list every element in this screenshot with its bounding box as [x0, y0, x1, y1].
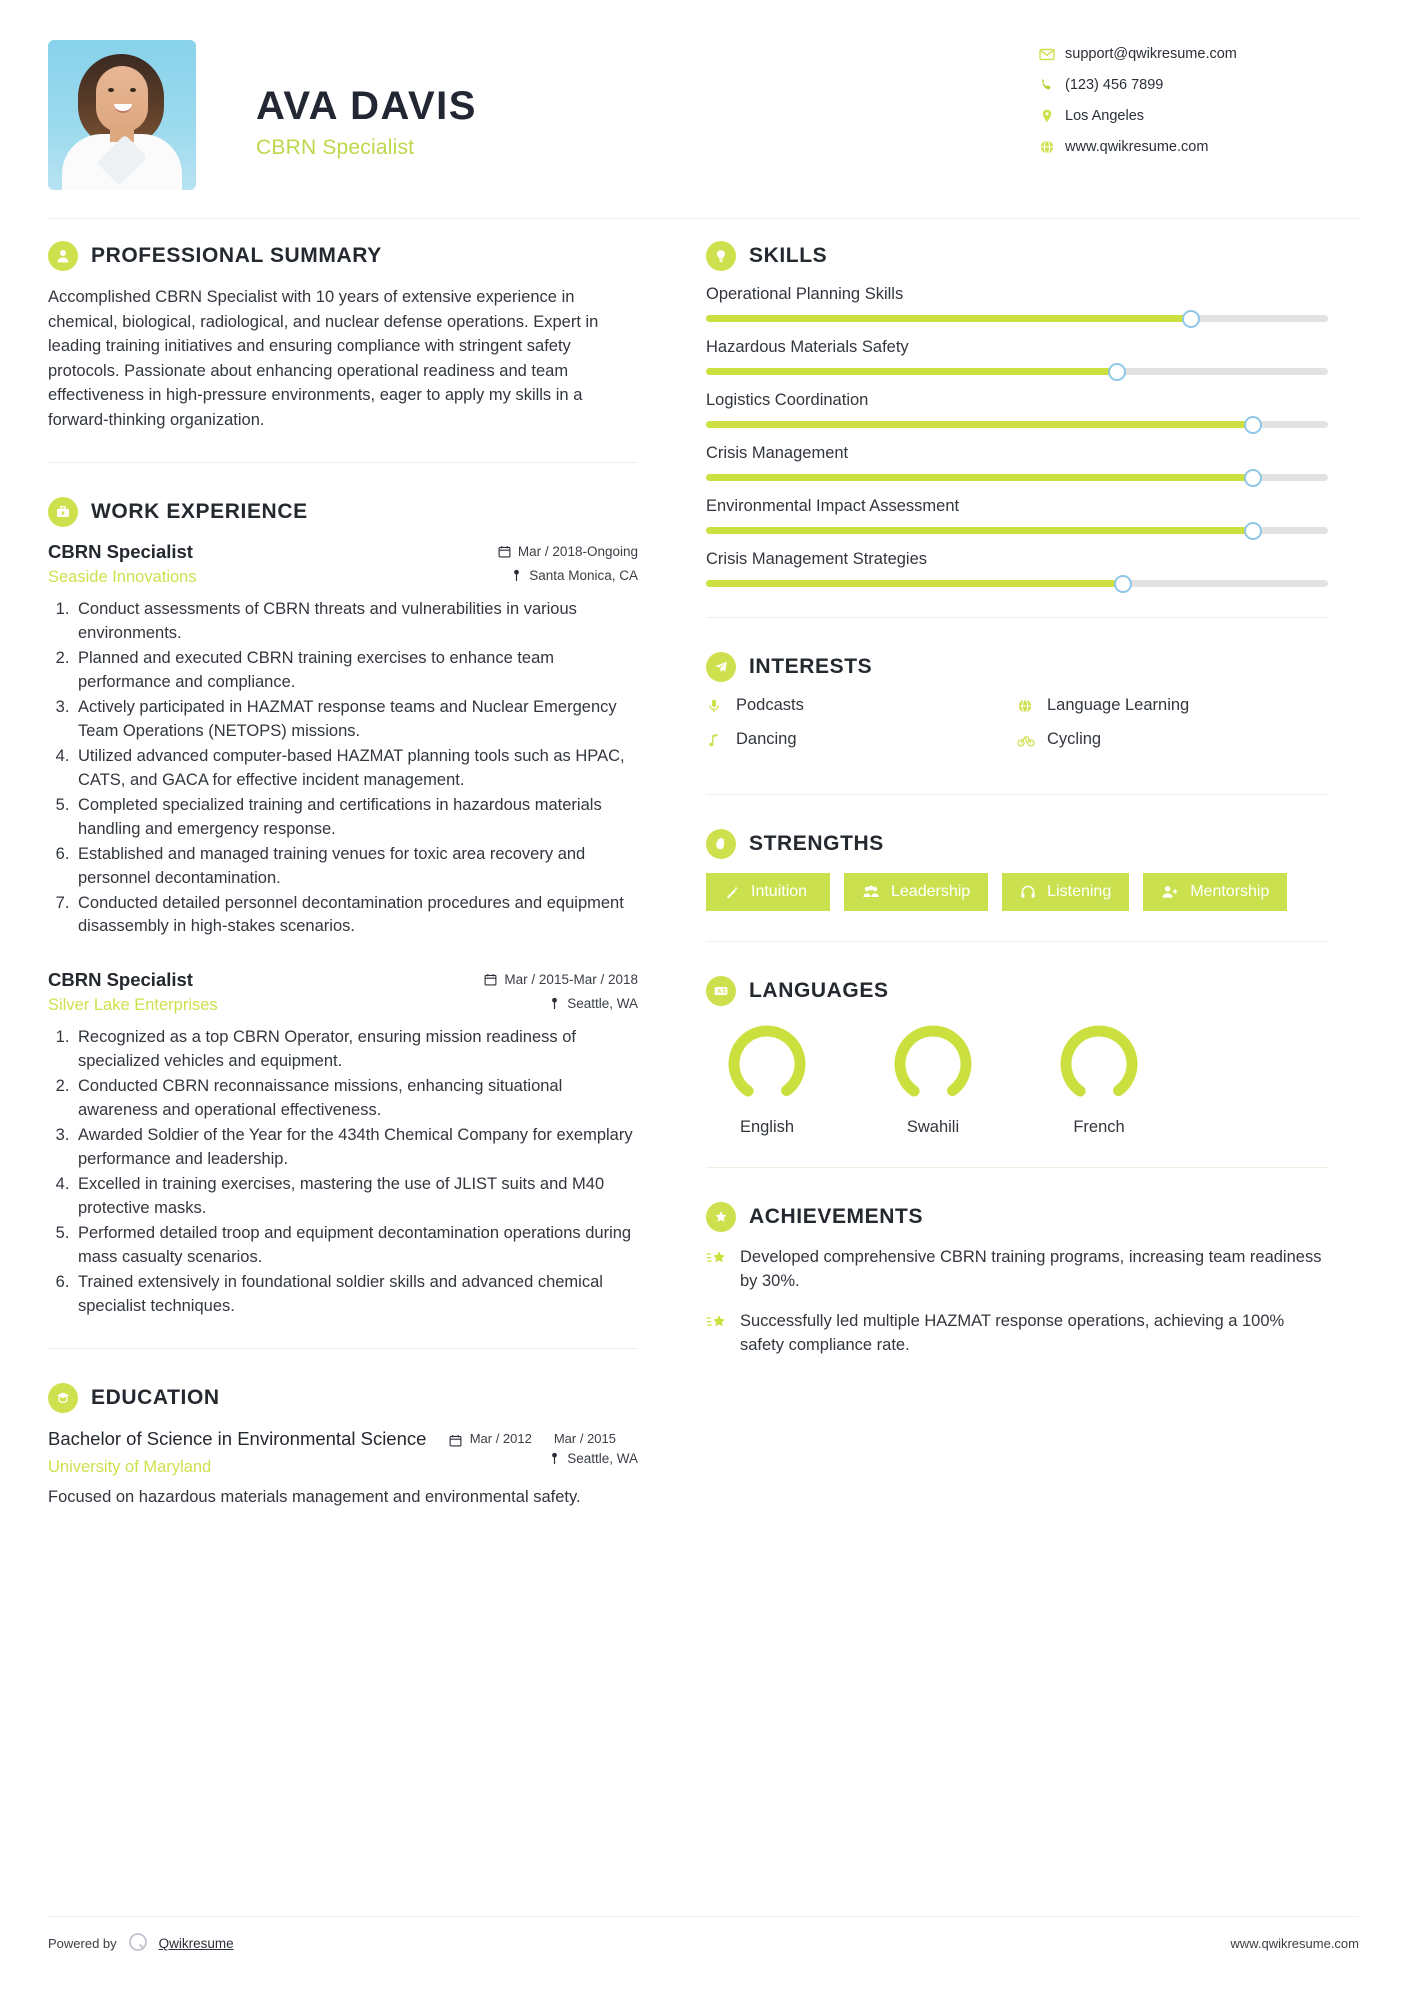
- map-pin-icon: [549, 997, 560, 1010]
- experience-divider: [48, 1348, 638, 1349]
- microphone-icon: [706, 698, 736, 714]
- achievements-title: ACHIEVEMENTS: [749, 1205, 924, 1228]
- interests-divider: [706, 794, 1328, 795]
- page-footer: [48, 1916, 1359, 1956]
- resume-header: [48, 40, 1359, 190]
- job-bullet: 1. Conduct assessments of CBRN threats and vulnerabilities in various environments.: [74, 598, 638, 646]
- interest-item: [1017, 696, 1328, 715]
- svg-text:A: A: [717, 989, 722, 996]
- magic-wand-icon: [724, 884, 740, 900]
- skill-bar-knob[interactable]: [1244, 469, 1262, 487]
- calendar-icon: [498, 545, 511, 558]
- job-bullet: 5. Performed detailed troop and equipment decontamination operations during mass casualty scenarios.: [74, 1222, 638, 1270]
- skill-bar[interactable]: [706, 368, 1328, 375]
- language-name: French: [1073, 1118, 1125, 1136]
- job-title: CBRN Specialist: [48, 969, 193, 991]
- strength-label: Leadership: [891, 883, 971, 900]
- qwikresume-logo-icon: [127, 1931, 149, 1956]
- interests-title: INTERESTS: [749, 655, 873, 678]
- job-bullet: 3. Awarded Soldier of the Year for the 434th Chemical Company for exemplary performance and leadership.: [74, 1124, 638, 1172]
- header-divider: [48, 218, 1359, 219]
- skill-bar-fill: [706, 421, 1253, 428]
- contact-location-value: Los Angeles: [1065, 108, 1145, 124]
- languages-header: [706, 976, 1328, 1006]
- skill-bar[interactable]: [706, 315, 1328, 322]
- interest-item: [706, 696, 1017, 715]
- language-name: English: [739, 1118, 795, 1136]
- skill-label: Logistics Coordination: [706, 391, 869, 409]
- skill-bar-knob[interactable]: [1108, 363, 1126, 381]
- job-dates: [484, 972, 638, 987]
- skill-label: Crisis Management Strategies: [706, 550, 928, 568]
- photo-eye-left: [108, 88, 114, 92]
- strengths-title: STRENGTHS: [749, 832, 884, 855]
- section-skills: [706, 241, 1328, 587]
- globe-icon: [1039, 139, 1065, 155]
- map-pin-icon: [511, 569, 522, 582]
- education-degree: Bachelor of Science in Environmental Science: [48, 1428, 427, 1450]
- education-dates: [449, 1427, 638, 1450]
- language-item: [712, 1020, 822, 1137]
- education-title-row: [48, 1427, 638, 1451]
- skill-bar-fill: [706, 527, 1253, 534]
- headphones-icon: [1020, 884, 1036, 900]
- summary-divider: [48, 462, 638, 463]
- job-bullet: 2. Conducted CBRN reconnaissance missions, enhancing situational awareness and operational effectiveness.: [74, 1075, 638, 1123]
- resume-body: [48, 241, 1359, 1510]
- job-location-value: Seattle, WA: [567, 996, 638, 1012]
- strength-label: Mentorship: [1190, 883, 1270, 900]
- footer-content: [48, 1931, 1359, 1956]
- strengths-header: [706, 829, 1328, 859]
- calendar-icon: [484, 973, 497, 986]
- achievement-text: Developed comprehensive CBRN training programs, increasing team readiness by 30%.: [740, 1248, 1322, 1290]
- skill-item: [706, 391, 1328, 428]
- music-note-icon: [706, 732, 736, 748]
- education-description: Focused on hazardous materials management and environmental safety.: [48, 1488, 581, 1507]
- left-column: [48, 241, 668, 1510]
- skill-item: [706, 444, 1328, 481]
- skill-bar-knob[interactable]: [1182, 310, 1200, 328]
- skill-bar[interactable]: [706, 474, 1328, 481]
- strengths-divider: [706, 941, 1328, 942]
- users-icon: [862, 884, 880, 900]
- skill-bar-fill: [706, 474, 1253, 481]
- education-entry: [48, 1427, 638, 1510]
- summary-title: PROFESSIONAL SUMMARY: [91, 244, 382, 267]
- location-pin-icon: [1039, 108, 1065, 124]
- language-ring: [723, 1020, 811, 1108]
- skill-bar-knob[interactable]: [1244, 416, 1262, 434]
- interest-label: Podcasts: [736, 696, 804, 714]
- skill-bar-fill: [706, 315, 1191, 322]
- interests-header: [706, 652, 1328, 682]
- section-strengths: [706, 829, 1328, 911]
- powered-by-label: Powered by: [48, 1936, 117, 1951]
- education-location-value: Seattle, WA: [567, 1451, 638, 1467]
- job-bullets: [74, 1026, 638, 1318]
- job-bullet: 6. Established and managed training venues for toxic area recovery and personnel decontamination.: [74, 843, 638, 891]
- summary-text: Accomplished CBRN Specialist with 10 years of extensive experience in chemical, biological, radiological, and nuclear defense operations. Expert in leading training initiatives and ensuring compliance with stringent safety protocols. Passionate about enhancing operational readiness and team effectiveness in high-pressure environments, eager to apply my skills in a forward-thinking organization.: [48, 288, 599, 429]
- job-bullet: 4. Excelled in training exercises, mastering the use of JLIST suits and M40 protective masks.: [74, 1173, 638, 1221]
- strength-label: Listening: [1047, 883, 1112, 900]
- interests-list: [706, 696, 1328, 764]
- strength-tag: [844, 873, 988, 911]
- user-plus-icon: [1161, 884, 1179, 900]
- job-bullet: 7. Conducted detailed personnel decontamination procedures and equipment disassembly in high-stakes scenarios.: [74, 892, 638, 940]
- skill-bar[interactable]: [706, 580, 1328, 587]
- job-dates: [498, 544, 638, 559]
- job-bullet: 4. Utilized advanced computer-based HAZMAT planning tools such as HPAC, CATS, and GACA for effective incident management.: [74, 745, 638, 793]
- skill-bar-fill: [706, 368, 1117, 375]
- summary-header: [48, 241, 638, 271]
- skill-label: Hazardous Materials Safety: [706, 338, 909, 356]
- education-school-row: [48, 1451, 638, 1477]
- job-bullet: 5. Completed specialized training and certifications in hazardous materials handling and emergency response.: [74, 794, 638, 842]
- medal-icon: [706, 1202, 736, 1232]
- star-icon: [706, 1246, 740, 1294]
- contact-phone[interactable]: [1039, 77, 1359, 93]
- language-ring: [1055, 1020, 1143, 1108]
- job-location: [549, 996, 638, 1011]
- person-icon: [48, 241, 78, 271]
- skill-bar[interactable]: [706, 421, 1328, 428]
- right-column: [668, 241, 1328, 1510]
- photo-eye-right: [130, 88, 136, 92]
- strength-tag: [1002, 873, 1129, 911]
- education-header: [48, 1383, 638, 1413]
- candidate-name: AVA DAVIS: [256, 84, 477, 128]
- interest-label: Dancing: [736, 730, 797, 748]
- job-company-row: [48, 563, 638, 587]
- skill-item: [706, 497, 1328, 534]
- skill-bar-knob[interactable]: [1244, 522, 1262, 540]
- interest-label: Language Learning: [1047, 696, 1190, 714]
- contact-email-value: support@qwikresume.com: [1065, 46, 1237, 62]
- section-education: [48, 1383, 638, 1510]
- interest-label: Cycling: [1047, 730, 1102, 748]
- section-languages: [706, 976, 1328, 1137]
- skill-label: Environmental Impact Assessment: [706, 497, 960, 515]
- bicycle-icon: [1017, 732, 1047, 748]
- skill-item: [706, 285, 1328, 322]
- footer-divider: [48, 1916, 1359, 1917]
- education-school: University of Maryland: [48, 1458, 212, 1477]
- contact-phone-value: (123) 456 7899: [1065, 77, 1164, 93]
- job-location-value: Santa Monica, CA: [529, 568, 638, 584]
- job-company-row: [48, 991, 638, 1015]
- graduation-cap-icon: [48, 1383, 78, 1413]
- section-achievements: [706, 1202, 1328, 1358]
- map-pin-icon: [549, 1452, 560, 1465]
- language-name: Swahili: [906, 1118, 960, 1136]
- skill-item: [706, 338, 1328, 375]
- contact-location: [1039, 108, 1359, 124]
- achievement-item: [706, 1310, 1328, 1358]
- job-bullet: 3. Actively participated in HAZMAT response teams and Nuclear Emergency Team Operations (NETOPS) missions.: [74, 696, 638, 744]
- education-location: [549, 1451, 638, 1466]
- achievement-text: Successfully led multiple HAZMAT response operations, achieving a 100% safety compliance rate.: [740, 1311, 1285, 1354]
- education-end: Mar / 2015: [553, 1431, 616, 1447]
- profile-photo: [48, 40, 196, 190]
- briefcase-icon: [48, 497, 78, 527]
- job-company: Seaside Innovations: [48, 568, 197, 587]
- languages-title: LANGUAGES: [749, 979, 889, 1002]
- powered-by-block: [48, 1931, 234, 1956]
- contact-email[interactable]: [1039, 46, 1359, 62]
- experience-header: [48, 497, 638, 527]
- interest-item: [706, 730, 1017, 749]
- education-start: Mar / 2012: [469, 1431, 532, 1447]
- job-bullet: 6. Trained extensively in foundational soldier skills and advanced chemical specialist techniques.: [74, 1271, 638, 1319]
- language-ring: [889, 1020, 977, 1108]
- section-professional-summary: [48, 241, 638, 432]
- achievement-item: [706, 1246, 1328, 1294]
- skill-label: Operational Planning Skills: [706, 285, 904, 303]
- skills-divider: [706, 617, 1328, 618]
- job-title-row: [48, 969, 638, 991]
- skill-bar-fill: [706, 580, 1123, 587]
- job-entry: [48, 541, 638, 939]
- job-location: [511, 568, 638, 583]
- education-title: EDUCATION: [91, 1386, 220, 1410]
- footer-site: www.qwikresume.com: [1230, 1936, 1359, 1951]
- language-item: [878, 1020, 988, 1137]
- job-entry: [48, 969, 638, 1318]
- job-title: CBRN Specialist: [48, 541, 193, 563]
- calendar-icon: [449, 1431, 462, 1450]
- skill-bar-knob[interactable]: [1114, 575, 1132, 593]
- language-item: [1044, 1020, 1154, 1137]
- strength-tag: [1143, 873, 1287, 911]
- skill-item: [706, 550, 1328, 587]
- job-title-row: [48, 541, 638, 563]
- languages-list: [706, 1020, 1328, 1137]
- svg-text:文: 文: [721, 989, 727, 996]
- job-dates-value: Mar / 2015-Mar / 2018: [504, 972, 638, 988]
- section-work-experience: [48, 497, 638, 1318]
- candidate-role: CBRN Specialist: [256, 136, 415, 159]
- strengths-list: [706, 873, 1328, 911]
- photo-face: [96, 66, 148, 132]
- envelope-icon: [1039, 46, 1065, 62]
- star-icon: [706, 1310, 740, 1358]
- section-interests: [706, 652, 1328, 764]
- globe-icon: [1017, 698, 1047, 714]
- qwikresume-link[interactable]: Qwikresume: [158, 1936, 234, 1951]
- skills-title: SKILLS: [749, 244, 828, 267]
- translate-icon: [706, 976, 736, 1006]
- name-block: [256, 40, 1039, 160]
- skills-header: [706, 241, 1328, 271]
- skill-bar[interactable]: [706, 527, 1328, 534]
- job-company: Silver Lake Enterprises: [48, 996, 218, 1015]
- languages-divider: [706, 1167, 1328, 1168]
- strength-label: Intuition: [751, 883, 808, 900]
- job-dates-value: Mar / 2018-Ongoing: [517, 544, 638, 560]
- skill-label: Crisis Management: [706, 444, 849, 462]
- achievements-header: [706, 1202, 1328, 1232]
- hand-icon: [706, 829, 736, 859]
- job-bullets: [74, 598, 638, 939]
- lightbulb-icon: [706, 241, 736, 271]
- contact-website[interactable]: [1039, 139, 1359, 155]
- experience-title: WORK EXPERIENCE: [91, 500, 308, 524]
- paper-plane-icon: [706, 652, 736, 682]
- contact-list: [1039, 40, 1359, 170]
- job-bullet: 2. Planned and executed CBRN training exercises to enhance team performance and compliance.: [74, 647, 638, 695]
- contact-website-value: www.qwikresume.com: [1065, 139, 1209, 155]
- strength-tag: [706, 873, 830, 911]
- interest-item: [1017, 730, 1328, 749]
- job-bullet: 1. Recognized as a top CBRN Operator, ensuring mission readiness of specialized vehicles and equipment.: [74, 1026, 638, 1074]
- phone-icon: [1039, 77, 1065, 93]
